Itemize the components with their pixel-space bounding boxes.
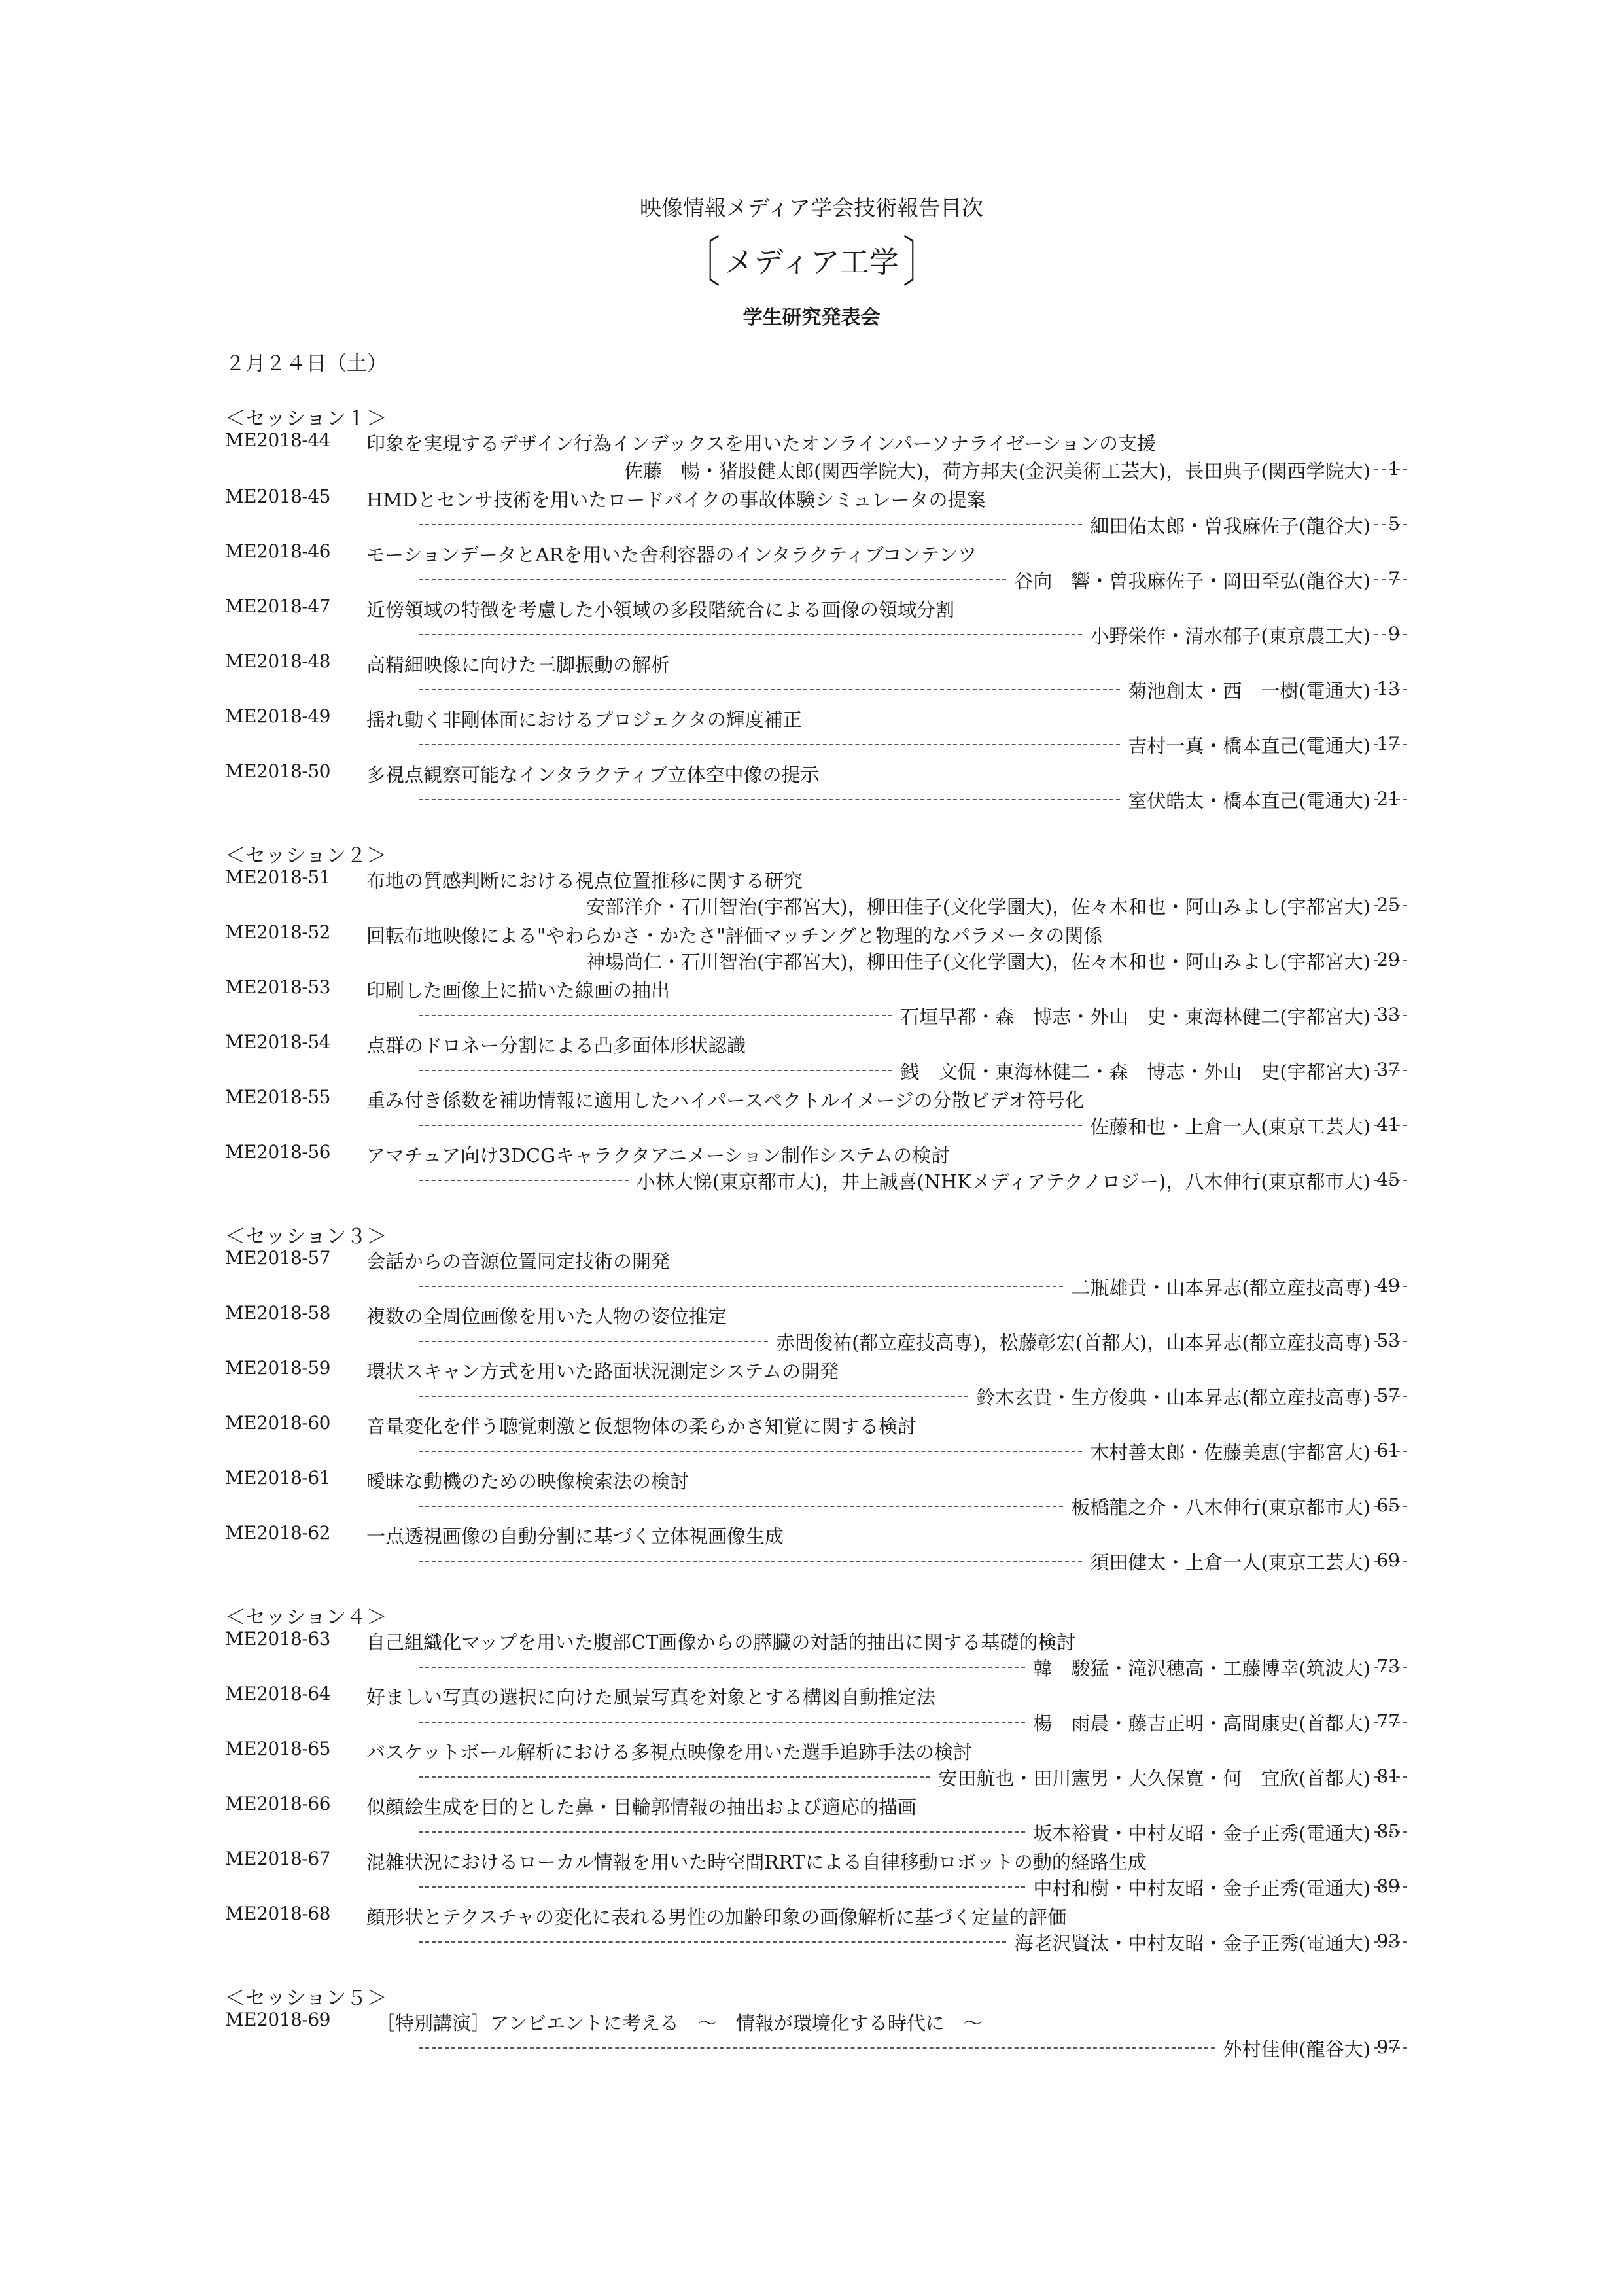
paper-id: ME2018-60 <box>225 1412 330 1434</box>
paper-page: 21 <box>1376 788 1400 809</box>
leader-dots <box>419 1831 1025 1833</box>
group-name <box>0 230 1623 295</box>
leader-dots <box>419 1396 968 1397</box>
paper-authors: 佐藤 暢・猪股健太郎(関西学院大)，荷方邦夫(金沢美術工芸大)，長田典子(関西学院大) <box>624 459 1370 482</box>
paper-authors-row <box>419 733 1411 756</box>
paper-id: ME2018-68 <box>225 1903 330 1924</box>
paper-authors: 楊 雨晨・藤吉正明・高間康史(首都大) <box>1033 1712 1370 1735</box>
paper-authors-row <box>419 1275 1411 1298</box>
paper-id: ME2018-57 <box>225 1247 330 1269</box>
paper-title: 環状スキャン方式を用いた路面状況測定システムの開発 <box>366 1360 839 1383</box>
paper-id: ME2018-66 <box>225 1793 330 1814</box>
paper-title: 高精細映像に向けた三脚振動の解析 <box>366 654 671 676</box>
paper-authors: 安田航也・田川憲男・大久保寛・何 宜欣(首都大) <box>938 1767 1370 1790</box>
paper-id: ME2018-64 <box>225 1683 330 1704</box>
leader-dots <box>419 1451 1082 1452</box>
paper-title: 印刷した画像上に描いた線画の抽出 <box>366 980 671 1002</box>
paper-title: 近傍領域の特徴を考慮した小領域の多段階統合による画像の領域分割 <box>366 599 955 621</box>
paper-authors: 銭 文侃・東海林健二・森 博志・外山 史(宇都宮大) <box>900 1060 1370 1083</box>
paper-authors: 海老沢賢汰・中村友昭・金子正秀(電通大) <box>1014 1932 1370 1954</box>
paper-page: 97 <box>1376 2036 1400 2058</box>
leader-dots <box>419 1015 892 1016</box>
paper-id: ME2018-46 <box>225 540 330 562</box>
paper-authors-row <box>419 1710 1411 1734</box>
paper-authors: 細田佑太郎・曽我麻佐子(龍谷大) <box>1090 514 1370 537</box>
paper-authors: 鈴木玄貴・生方俊典・山本昇志(都立産技高専) <box>976 1386 1370 1409</box>
leader-dots <box>419 1886 1025 1888</box>
paper-page: 81 <box>1376 1765 1400 1787</box>
paper-authors-row <box>419 1439 1411 1463</box>
paper-page: 37 <box>1376 1059 1400 1080</box>
paper-id: ME2018-69 <box>225 2009 330 2030</box>
paper-title: アマチュア向け3DCGキャラクタアニメーション制作システムの検討 <box>366 1144 951 1167</box>
leader-dots <box>419 1070 892 1071</box>
paper-page: 85 <box>1376 1820 1400 1842</box>
paper-authors: 神場尚仁・石川智治(宇都宮大)，柳田佳子(文化学園大)，佐々木和也・阿山みよし(宇都宮大) <box>586 950 1370 973</box>
paper-authors: 佐藤和也・上倉一人(東京工芸大) <box>1090 1115 1370 1138</box>
leader-dots <box>419 579 1006 580</box>
paper-id: ME2018-48 <box>225 650 330 672</box>
paper-title: 布地の質感判断における視点位置推移に関する研究 <box>366 870 803 892</box>
paper-page: 57 <box>1376 1385 1400 1406</box>
paper-authors-row <box>451 458 1411 482</box>
paper-id: ME2018-53 <box>225 976 330 998</box>
page-title: 映像情報メディア学会技術報告目次 <box>639 195 984 221</box>
paper-authors: 安部洋介・石川智治(宇都宮大)，柳田佳子(文化学園大)，佐々木和也・阿山みよし(宇都宮大) <box>586 895 1370 918</box>
paper-title: 混雑状況におけるローカル情報を用いた時空間RRTによる自律移動ロボットの動的経路生成 <box>366 1851 1147 1873</box>
paper-id: ME2018-49 <box>225 705 330 727</box>
paper-authors: 室伏皓太・橋本直己(電通大) <box>1128 789 1370 812</box>
event-date: ２月２４日（土） <box>225 352 387 376</box>
paper-id: ME2018-50 <box>225 760 330 782</box>
leader-dots <box>419 1286 1063 1287</box>
paper-authors-row <box>419 1765 1411 1789</box>
paper-authors-row <box>419 894 1411 917</box>
paper-title: 回転布地映像による"やわらかさ・かたさ"評価マッチングと物理的なパラメータの関係 <box>366 925 1103 947</box>
paper-title: 印象を実現するデザイン行為インデックスを用いたオンラインパーソナライゼーションの支援 <box>366 433 1156 455</box>
bracket-left: 〔 <box>682 230 721 295</box>
paper-authors: 菊池創太・西 一樹(電通大) <box>1128 679 1370 702</box>
paper-authors-row <box>419 1549 1411 1573</box>
paper-title: 一点透視画像の自動分割に基づく立体視画像生成 <box>366 1525 784 1547</box>
paper-id: ME2018-62 <box>225 1522 330 1544</box>
paper-title: 点群のドロネー分割による凸多面体形状認識 <box>366 1034 746 1057</box>
paper-authors-row <box>419 1820 1411 1844</box>
leader-dots <box>419 1125 1082 1126</box>
paper-authors: 小林大悌(東京都市大)，井上誠喜(NHKメディアテクノロジー)，八木伸行(東京都市大) <box>636 1170 1370 1193</box>
paper-authors-row <box>419 513 1411 537</box>
paper-authors-row <box>419 678 1411 701</box>
paper-id: ME2018-59 <box>225 1357 330 1379</box>
paper-authors-row <box>419 1930 1411 1954</box>
paper-page: 49 <box>1376 1275 1400 1296</box>
paper-page: 77 <box>1376 1710 1400 1732</box>
paper-id: ME2018-58 <box>225 1302 330 1324</box>
paper-page: 93 <box>1376 1930 1400 1952</box>
paper-page: 25 <box>1376 894 1400 915</box>
paper-page: 73 <box>1376 1655 1400 1677</box>
session-heading: ＜セッション５＞ <box>225 1987 387 2010</box>
paper-authors-row <box>419 1385 1411 1408</box>
paper-authors-row <box>419 1655 1411 1679</box>
leader-dots <box>419 744 1120 745</box>
paper-title: 自己組織化マップを用いた腹部CT画像からの膵臓の対話的抽出に関する基礎的検討 <box>366 1631 1076 1653</box>
paper-title: 多視点観察可能なインタラクティブ立体空中像の提示 <box>366 764 820 786</box>
paper-authors: 谷向 響・曽我麻佐子・岡田至弘(龍谷大) <box>1014 569 1370 592</box>
session-heading: ＜セッション４＞ <box>225 1606 387 1629</box>
leader-dots <box>419 634 1082 635</box>
paper-authors-row <box>419 1059 1411 1082</box>
paper-page: 33 <box>1376 1004 1400 1025</box>
event-name: 学生研究発表会 <box>742 306 881 329</box>
group-name-text: メディア工学 <box>724 245 899 279</box>
paper-authors-row <box>419 1169 1411 1192</box>
paper-id: ME2018-61 <box>225 1467 330 1489</box>
paper-id: ME2018-54 <box>225 1031 330 1053</box>
paper-title: 揺れ動く非剛体面におけるプロジェクタの輝度補正 <box>366 709 802 731</box>
paper-page: 9 <box>1388 623 1400 645</box>
session-heading: ＜セッション３＞ <box>225 1225 387 1248</box>
paper-page: 89 <box>1376 1875 1400 1897</box>
leader-dots <box>419 1941 1006 1943</box>
paper-authors: 赤間俊祐(都立産技高専)，松藤彰宏(首都大)，山本昇志(都立産技高専) <box>776 1331 1370 1354</box>
paper-authors-row <box>419 623 1411 646</box>
paper-authors-row <box>419 1494 1411 1518</box>
paper-title: 複数の全周位画像を用いた人物の姿位推定 <box>366 1305 727 1328</box>
leader-dots <box>419 1561 1082 1562</box>
paper-authors-row <box>419 1004 1411 1027</box>
paper-authors: 木村善太郎・佐藤美恵(宇都宮大) <box>1090 1441 1370 1464</box>
paper-page: 65 <box>1376 1494 1400 1516</box>
paper-authors: 須田健太・上倉一人(東京工芸大) <box>1090 1551 1370 1574</box>
leader-dots <box>419 689 1120 690</box>
session-heading: ＜セッション２＞ <box>225 844 387 868</box>
paper-authors-row <box>419 1114 1411 1137</box>
paper-id: ME2018-56 <box>225 1141 330 1163</box>
leader-dots <box>419 1722 1025 1723</box>
paper-page: 45 <box>1376 1169 1400 1190</box>
session-heading: ＜セッション１＞ <box>225 407 387 431</box>
paper-id: ME2018-65 <box>225 1738 330 1759</box>
paper-title: 顔形状とテクスチャの変化に表れる男性の加齢印象の画像解析に基づく定量的評価 <box>366 1906 1067 1928</box>
paper-title: HMDとセンサ技術を用いたロードバイクの事故体験シミュレータの提案 <box>366 489 986 511</box>
paper-id: ME2018-52 <box>225 921 330 943</box>
paper-page: 1 <box>1388 458 1400 480</box>
paper-title: 会話からの音源位置同定技術の開発 <box>366 1250 671 1273</box>
paper-title: モーションデータとARを用いた舎利容器のインタラクティブコンテンツ <box>366 544 977 566</box>
paper-title: 重み付き係数を補助情報に適用したハイパースペクトルイメージの分散ビデオ符号化 <box>366 1089 1085 1112</box>
paper-title: バスケットボール解析における多視点映像を用いた選手追跡手法の検討 <box>366 1741 972 1763</box>
paper-page: 69 <box>1376 1549 1400 1571</box>
leader-dots <box>419 799 1120 800</box>
leader-dots <box>419 2047 1215 2049</box>
paper-title: 曖昧な動機のための映像検索法の検討 <box>366 1470 689 1492</box>
paper-id: ME2018-67 <box>225 1848 330 1869</box>
paper-id: ME2018-44 <box>225 429 330 451</box>
paper-authors-row <box>419 568 1411 592</box>
paper-page: 7 <box>1388 568 1400 590</box>
paper-authors-row <box>419 1330 1411 1353</box>
leader-dots <box>419 1667 1025 1668</box>
paper-page: 17 <box>1376 733 1400 754</box>
paper-page: 53 <box>1376 1330 1400 1351</box>
paper-authors-row <box>419 788 1411 811</box>
paper-title: 音量変化を伴う聴覚刺激と仮想物体の柔らかさ知覚に関する検討 <box>366 1415 917 1438</box>
paper-authors: 吉村一真・橋本直己(電通大) <box>1128 734 1370 757</box>
paper-authors: 中村和樹・中村友昭・金子正秀(電通大) <box>1033 1877 1370 1899</box>
paper-authors: 石垣早都・森 博志・外山 史・東海林健二(宇都宮大) <box>900 1005 1370 1028</box>
paper-page: 5 <box>1388 513 1400 535</box>
leader-dots <box>419 1180 629 1181</box>
paper-page: 61 <box>1376 1439 1400 1461</box>
paper-page: 41 <box>1376 1114 1400 1135</box>
paper-authors-row <box>419 949 1411 972</box>
paper-authors: 二瓶雄貴・山本昇志(都立産技高専) <box>1071 1276 1370 1299</box>
leader-dots <box>419 1341 768 1342</box>
paper-authors: 外村佳伸(龍谷大) <box>1223 2038 1370 2060</box>
paper-id: ME2018-45 <box>225 486 330 507</box>
paper-id: ME2018-55 <box>225 1086 330 1108</box>
paper-id: ME2018-63 <box>225 1628 330 1650</box>
paper-id: ME2018-47 <box>225 595 330 617</box>
paper-title: 似顔絵生成を目的とした鼻・目輪郭情報の抽出および適応的描画 <box>366 1796 917 1818</box>
paper-page: 29 <box>1376 949 1400 970</box>
leader-dots <box>419 1506 1063 1507</box>
paper-page: 13 <box>1376 678 1400 699</box>
bracket-right: 〕 <box>902 230 941 295</box>
leader-dots <box>419 524 1082 525</box>
paper-title: ［特別講演］アンビエントに考える ～ 情報が環境化する時代に ～ <box>376 2012 983 2034</box>
paper-authors-row <box>419 1875 1411 1899</box>
paper-authors-row <box>419 2036 1411 2060</box>
paper-authors: 坂本裕貴・中村友昭・金子正秀(電通大) <box>1033 1822 1370 1845</box>
paper-title: 好ましい写真の選択に向けた風景写真を対象とする構図自動推定法 <box>366 1686 936 1708</box>
paper-authors: 小野栄作・清水郁子(東京農工大) <box>1090 624 1370 647</box>
paper-authors: 板橋龍之介・八木伸行(東京都市大) <box>1071 1496 1370 1519</box>
paper-authors: 韓 駿猛・滝沢穂高・工藤博幸(筑波大) <box>1033 1657 1370 1680</box>
leader-dots <box>419 1776 930 1778</box>
paper-id: ME2018-51 <box>225 866 330 888</box>
